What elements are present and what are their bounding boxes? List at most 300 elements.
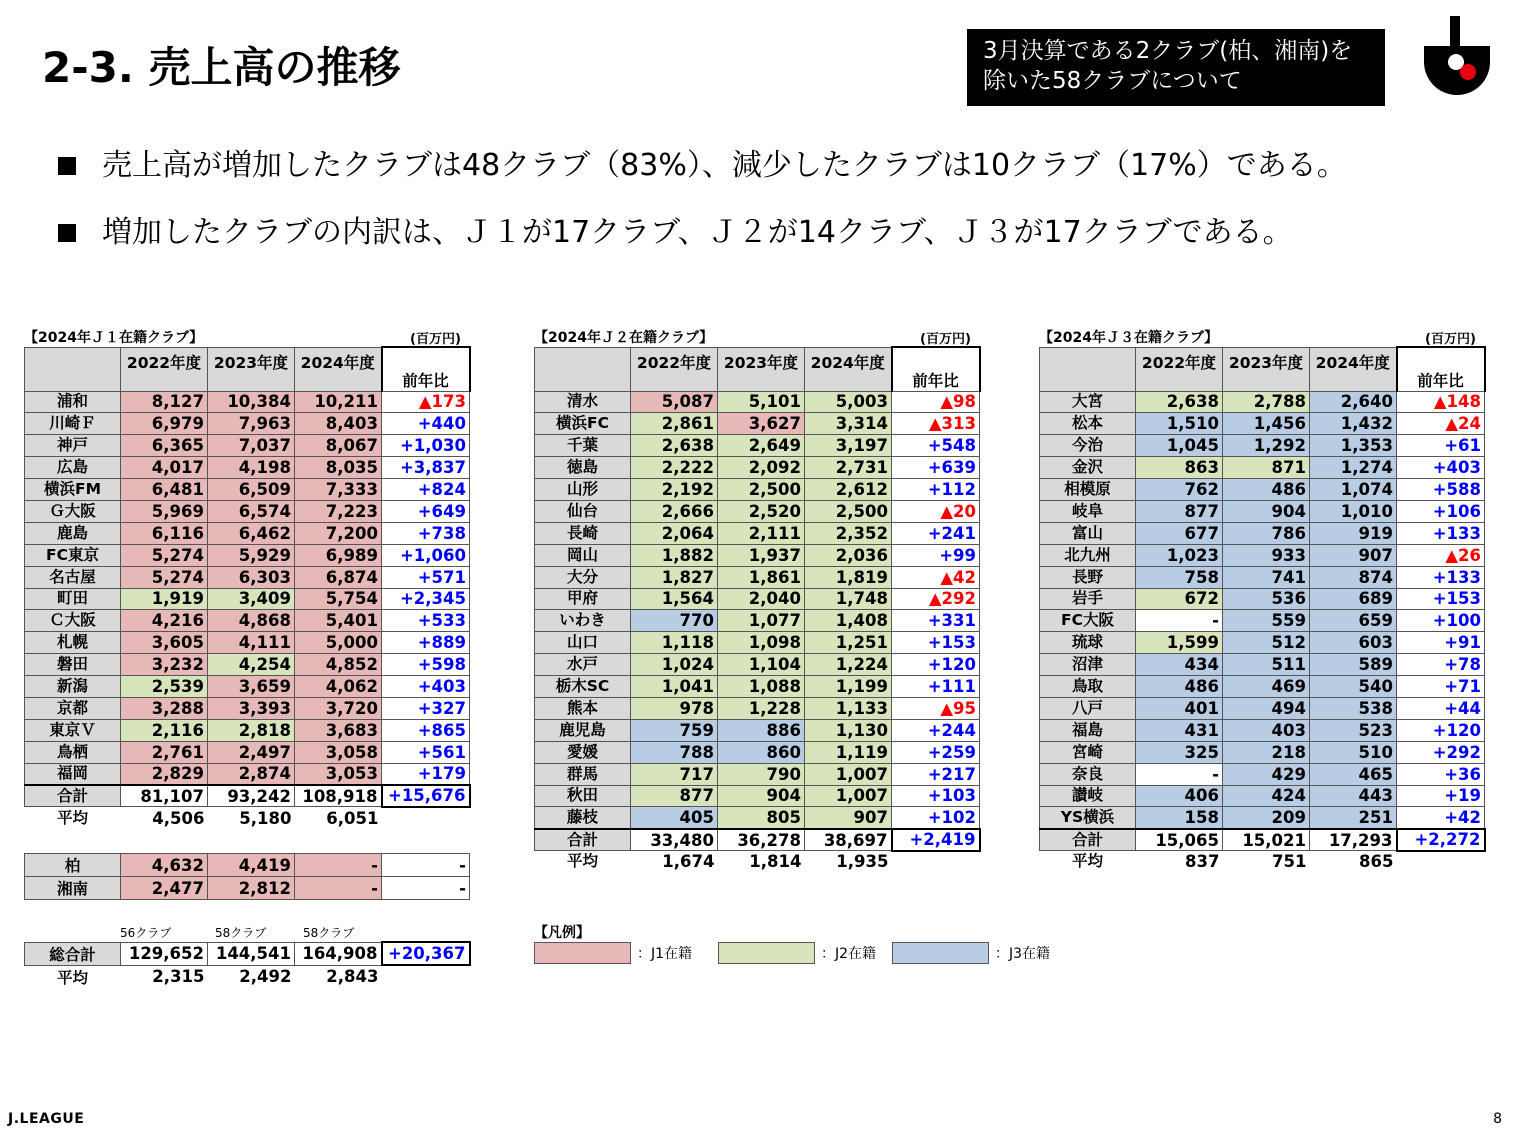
club-name: 札幌 — [25, 632, 121, 654]
unit-label: (百万円) — [920, 332, 971, 347]
yoy-change-cell: +91 — [1397, 632, 1485, 654]
revenue-cell: 790 — [718, 763, 805, 785]
revenue-cell: 2,040 — [718, 588, 805, 610]
total-cell: 108,918 — [295, 785, 382, 807]
table-row — [535, 566, 980, 588]
yoy-change-cell: ▲148 — [1397, 391, 1485, 413]
revenue-cell: 3,053 — [295, 763, 382, 785]
summary-text-2: 増加したクラブの内訳は、Ｊ１が17クラブ、Ｊ２が14クラブ、Ｊ３が17クラブである。 — [102, 215, 1293, 250]
yoy-change-cell: +44 — [1397, 697, 1485, 719]
header-year: 2024年度 — [1310, 347, 1397, 391]
revenue-cell: 3,720 — [295, 697, 382, 719]
table-title: 【2024年Ｊ３在籍クラブ】 — [1039, 330, 1219, 346]
table-row — [535, 654, 980, 676]
grand-average-cell: 2,315 — [152, 967, 205, 986]
legend-title: 【凡例】 — [534, 925, 590, 941]
grand-total-table — [24, 941, 471, 988]
revenue-cell: 762 — [1136, 479, 1223, 501]
average-cell: 6,051 — [326, 808, 379, 828]
header-year: 2023年度 — [1223, 347, 1310, 391]
footer-brand: J.LEAGUE — [8, 1111, 85, 1127]
revenue-cell: 1,010 — [1310, 500, 1397, 522]
legend-label-j2: ：J2在籍 — [821, 946, 877, 962]
revenue-cell: 758 — [1136, 566, 1223, 588]
revenue-cell: 511 — [1223, 654, 1310, 676]
revenue-cell: 786 — [1223, 522, 1310, 544]
club-name: 京都 — [25, 697, 121, 719]
revenue-cell: 424 — [1223, 785, 1310, 807]
revenue-cell: 6,989 — [295, 544, 382, 566]
table-row — [1040, 457, 1485, 479]
revenue-cell: 1,007 — [805, 763, 892, 785]
yoy-change-cell: +403 — [382, 676, 470, 698]
club-name: FC東京 — [25, 544, 121, 566]
revenue-cell: - — [1136, 763, 1223, 785]
revenue-cell: 443 — [1310, 785, 1397, 807]
yoy-change-cell: +561 — [382, 741, 470, 763]
yoy-change-cell: ▲292 — [892, 588, 980, 610]
revenue-cell: 7,963 — [208, 413, 295, 435]
table-row — [25, 763, 470, 785]
grand-average-label: 平均 — [56, 968, 88, 987]
revenue-cell: 2,064 — [631, 522, 718, 544]
revenue-cell: 405 — [631, 807, 718, 829]
table-row — [1040, 697, 1485, 719]
revenue-cell: 6,481 — [121, 479, 208, 501]
header-blank-cell — [535, 347, 631, 391]
yoy-change-cell: ▲20 — [892, 500, 980, 522]
table-row — [535, 676, 980, 698]
yoy-change-cell: +100 — [1397, 610, 1485, 632]
revenue-cell: - — [295, 854, 382, 877]
table-row — [1040, 785, 1485, 807]
yoy-change-cell: +78 — [1397, 654, 1485, 676]
revenue-cell: 4,017 — [121, 457, 208, 479]
revenue-cell: 4,419 — [208, 854, 295, 877]
revenue-cell: 5,929 — [208, 544, 295, 566]
revenue-cell: 1,510 — [1136, 413, 1223, 435]
revenue-cell: 7,223 — [295, 500, 382, 522]
total-label: 合計 — [535, 829, 631, 851]
yoy-change-cell: +598 — [382, 654, 470, 676]
table-row — [1040, 391, 1485, 413]
scope-note-line1: 3月決算である2クラブ(柏、湘南)を — [983, 38, 1353, 64]
club-name: 大宮 — [1040, 391, 1136, 413]
revenue-cell: 3,197 — [805, 435, 892, 457]
yoy-change-cell: +153 — [1397, 588, 1485, 610]
club-count-2023: 58クラブ — [215, 926, 267, 940]
revenue-cell: 8,403 — [295, 413, 382, 435]
revenue-cell: 3,393 — [208, 697, 295, 719]
yoy-change-cell: +327 — [382, 697, 470, 719]
revenue-cell: 1,118 — [631, 632, 718, 654]
table-row — [25, 719, 470, 741]
yoy-change-cell: +133 — [1397, 522, 1485, 544]
club-name: 千葉 — [535, 435, 631, 457]
yoy-change-cell: +133 — [1397, 566, 1485, 588]
average-empty-cell — [382, 807, 470, 829]
header-year: 2023年度 — [718, 347, 805, 391]
revenue-cell: 429 — [1223, 763, 1310, 785]
revenue-cell: 1,007 — [805, 785, 892, 807]
yoy-change-cell: +99 — [892, 544, 980, 566]
total-cell: 15,021 — [1223, 829, 1310, 851]
revenue-cell: 6,509 — [208, 479, 295, 501]
table-row — [25, 479, 470, 501]
revenue-cell: 3,627 — [718, 413, 805, 435]
total-cell: 38,697 — [805, 829, 892, 851]
revenue-cell: 2,649 — [718, 435, 805, 457]
table-row — [1040, 413, 1485, 435]
total-cell: 93,242 — [208, 785, 295, 807]
table-row — [25, 566, 470, 588]
table-row — [535, 479, 980, 501]
revenue-cell: 2,612 — [805, 479, 892, 501]
table-row — [25, 741, 470, 763]
header-blank-cell — [1040, 347, 1136, 391]
header-row — [25, 347, 470, 391]
revenue-cell: 1,251 — [805, 632, 892, 654]
revenue-cell: 860 — [718, 741, 805, 763]
yoy-change-cell: ▲42 — [892, 566, 980, 588]
yoy-change-cell: +179 — [382, 763, 470, 785]
yoy-change-cell: +440 — [382, 413, 470, 435]
grand-total-cell: 144,541 — [208, 942, 295, 965]
yoy-change-cell: +42 — [1397, 807, 1485, 829]
club-name: 鳥栖 — [25, 741, 121, 763]
revenue-cell: 2,812 — [208, 877, 295, 900]
total-cell: 33,480 — [631, 829, 718, 851]
yoy-change-cell: +639 — [892, 457, 980, 479]
revenue-cell: 1,119 — [805, 741, 892, 763]
table-row — [1040, 435, 1485, 457]
yoy-change-cell: +111 — [892, 676, 980, 698]
club-name: 鹿島 — [25, 522, 121, 544]
club-name: 甲府 — [535, 588, 631, 610]
revenue-cell: 3,683 — [295, 719, 382, 741]
table-row — [25, 610, 470, 632]
revenue-cell: 874 — [1310, 566, 1397, 588]
revenue-cell: 4,062 — [295, 676, 382, 698]
total-row — [535, 829, 980, 851]
table-row — [1040, 500, 1485, 522]
header-year: 2024年度 — [805, 347, 892, 391]
revenue-cell: 2,638 — [1136, 391, 1223, 413]
revenue-cell: 2,500 — [718, 479, 805, 501]
revenue-cell: 7,037 — [208, 435, 295, 457]
club-name: 藤枝 — [535, 807, 631, 829]
table-title: 【2024年Ｊ２在籍クラブ】 — [534, 330, 714, 346]
header-year: 2023年度 — [208, 347, 295, 391]
yoy-change-cell: - — [382, 877, 470, 900]
page-number: 8 — [1493, 1111, 1502, 1127]
club-name: 長崎 — [535, 522, 631, 544]
revenue-cell: 603 — [1310, 632, 1397, 654]
revenue-cell: 589 — [1310, 654, 1397, 676]
total-cell: 36,278 — [718, 829, 805, 851]
table-row — [535, 413, 980, 435]
jleague-logo-icon — [1420, 16, 1494, 100]
revenue-cell: 4,111 — [208, 632, 295, 654]
revenue-cell: 672 — [1136, 588, 1223, 610]
yoy-change-cell: +106 — [1397, 500, 1485, 522]
yoy-change-cell: +588 — [1397, 479, 1485, 501]
club-name: 熊本 — [535, 697, 631, 719]
revenue-cell: 1,819 — [805, 566, 892, 588]
revenue-cell: 6,365 — [121, 435, 208, 457]
table-row — [535, 544, 980, 566]
club-name: 横浜FC — [535, 413, 631, 435]
yoy-change-cell: +120 — [892, 654, 980, 676]
average-row — [535, 851, 980, 873]
club-name: 清水 — [535, 391, 631, 413]
header-year: 2022年度 — [1136, 347, 1223, 391]
legend-item-j1 — [534, 942, 692, 964]
revenue-cell: 540 — [1310, 676, 1397, 698]
revenue-cell: 1,104 — [718, 654, 805, 676]
grand-average-cell: 2,843 — [326, 967, 379, 986]
revenue-cell: 978 — [631, 697, 718, 719]
club-name: 秋田 — [535, 785, 631, 807]
club-name: 山形 — [535, 479, 631, 501]
revenue-cell: 5,274 — [121, 544, 208, 566]
revenue-cell: 788 — [631, 741, 718, 763]
revenue-cell: 2,352 — [805, 522, 892, 544]
table-row — [1040, 763, 1485, 785]
club-name: 奈良 — [1040, 763, 1136, 785]
yoy-change-cell: ▲173 — [382, 391, 470, 413]
total-yoy-cell: +2,419 — [892, 829, 980, 851]
legend-label-j1: ：J1在籍 — [637, 946, 693, 962]
revenue-cell: 431 — [1136, 719, 1223, 741]
club-name: 八戸 — [1040, 697, 1136, 719]
revenue-cell: 2,500 — [805, 500, 892, 522]
revenue-cell: 4,852 — [295, 654, 382, 676]
club-name: 仙台 — [535, 500, 631, 522]
table-row — [25, 544, 470, 566]
club-name: 北九州 — [1040, 544, 1136, 566]
revenue-cell: 1,199 — [805, 676, 892, 698]
revenue-table — [534, 346, 981, 873]
revenue-cell: 2,638 — [631, 435, 718, 457]
revenue-cell: 933 — [1223, 544, 1310, 566]
yoy-change-cell: +889 — [382, 632, 470, 654]
unit-label: (百万円) — [410, 332, 461, 347]
revenue-cell: 6,116 — [121, 522, 208, 544]
revenue-cell: 3,058 — [295, 741, 382, 763]
unit-label: (百万円) — [1425, 332, 1476, 347]
average-cell: 837 — [1185, 852, 1220, 872]
revenue-cell: 512 — [1223, 632, 1310, 654]
table-title: 【2024年Ｊ１在籍クラブ】 — [24, 330, 204, 346]
revenue-cell: 2,818 — [208, 719, 295, 741]
header-year: 2022年度 — [121, 347, 208, 391]
table-row — [535, 763, 980, 785]
excluded-row — [25, 877, 470, 900]
grand-total-label: 総合計 — [25, 942, 121, 965]
table-row — [535, 457, 980, 479]
revenue-cell: 218 — [1223, 741, 1310, 763]
club-name: 愛媛 — [535, 741, 631, 763]
revenue-cell: 1,023 — [1136, 544, 1223, 566]
table-row — [535, 610, 980, 632]
table-row — [1040, 610, 1485, 632]
legend-item-j3 — [892, 942, 1050, 964]
yoy-change-cell: +112 — [892, 479, 980, 501]
yoy-change-cell: +824 — [382, 479, 470, 501]
revenue-cell: 877 — [1136, 500, 1223, 522]
revenue-cell: 904 — [718, 785, 805, 807]
revenue-cell: 209 — [1223, 807, 1310, 829]
grand-total-row — [25, 942, 470, 965]
club-name: 宮崎 — [1040, 741, 1136, 763]
revenue-cell: 1,408 — [805, 610, 892, 632]
club-name: 富山 — [1040, 522, 1136, 544]
table-row — [25, 588, 470, 610]
table-row — [535, 632, 980, 654]
yoy-change-cell: +19 — [1397, 785, 1485, 807]
average-cell: 1,674 — [662, 852, 715, 872]
revenue-cell: 5,101 — [718, 391, 805, 413]
revenue-cell: 10,384 — [208, 391, 295, 413]
scope-note — [967, 29, 1385, 106]
table-row — [25, 413, 470, 435]
club-name: 横浜FM — [25, 479, 121, 501]
revenue-cell: 5,401 — [295, 610, 382, 632]
summary-bullet-1 — [58, 146, 1347, 186]
revenue-cell: 536 — [1223, 588, 1310, 610]
revenue-cell: 4,216 — [121, 610, 208, 632]
total-yoy-cell: +2,272 — [1397, 829, 1485, 851]
club-name: 岩手 — [1040, 588, 1136, 610]
club-name: 鳥取 — [1040, 676, 1136, 698]
average-cell: 751 — [1272, 852, 1307, 872]
revenue-cell: 1,861 — [718, 566, 805, 588]
revenue-cell: 2,222 — [631, 457, 718, 479]
revenue-cell: 538 — [1310, 697, 1397, 719]
club-name: 新潟 — [25, 676, 121, 698]
revenue-cell: - — [1136, 610, 1223, 632]
revenue-cell: 907 — [1310, 544, 1397, 566]
club-name: 湘南 — [25, 877, 121, 900]
club-name: 福岡 — [25, 763, 121, 785]
revenue-cell: 1,292 — [1223, 435, 1310, 457]
grand-total-cell: 129,652 — [121, 942, 208, 965]
yoy-change-cell: - — [382, 854, 470, 877]
average-cell: 865 — [1359, 852, 1394, 872]
yoy-change-cell: +331 — [892, 610, 980, 632]
club-name: 群馬 — [535, 763, 631, 785]
revenue-cell: 886 — [718, 719, 805, 741]
revenue-cell: 1,224 — [805, 654, 892, 676]
club-name: 長野 — [1040, 566, 1136, 588]
revenue-cell: 1,088 — [718, 676, 805, 698]
yoy-change-cell: ▲24 — [1397, 413, 1485, 435]
yoy-change-cell: +649 — [382, 500, 470, 522]
average-cell: 5,180 — [239, 808, 292, 828]
revenue-cell: 2,477 — [121, 877, 208, 900]
average-cell: 1,814 — [749, 852, 802, 872]
revenue-cell: 717 — [631, 763, 718, 785]
yoy-change-cell: +217 — [892, 763, 980, 785]
revenue-cell: 325 — [1136, 741, 1223, 763]
revenue-cell: 741 — [1223, 566, 1310, 588]
revenue-cell: 2,788 — [1223, 391, 1310, 413]
grand-total-yoy-cell: +20,367 — [382, 942, 470, 965]
revenue-cell: 251 — [1310, 807, 1397, 829]
club-name: 水戸 — [535, 654, 631, 676]
club-name: 浦和 — [25, 391, 121, 413]
club-count-2024: 58クラブ — [303, 926, 355, 940]
legend-label-j3: ：J3在籍 — [995, 946, 1051, 962]
average-row — [25, 807, 470, 829]
club-name: 栃木SC — [535, 676, 631, 698]
table-row — [25, 654, 470, 676]
yoy-change-cell: +1,060 — [382, 544, 470, 566]
yoy-change-cell: +571 — [382, 566, 470, 588]
revenue-cell: 1,456 — [1223, 413, 1310, 435]
yoy-change-cell: +259 — [892, 741, 980, 763]
revenue-table — [24, 346, 471, 829]
revenue-cell: 2,829 — [121, 763, 208, 785]
revenue-cell: 10,211 — [295, 391, 382, 413]
revenue-cell: 6,979 — [121, 413, 208, 435]
summary-text-1: 売上高が増加したクラブは48クラブ（83%）、減少したクラブは10クラブ（17%）である。 — [102, 148, 1347, 183]
revenue-cell: 919 — [1310, 522, 1397, 544]
average-label: 平均 — [56, 808, 88, 827]
table-row — [535, 785, 980, 807]
table-row — [1040, 588, 1485, 610]
table-row — [25, 500, 470, 522]
revenue-cell: 5,754 — [295, 588, 382, 610]
revenue-cell: 3,288 — [121, 697, 208, 719]
club-name: 今治 — [1040, 435, 1136, 457]
yoy-change-cell: +865 — [382, 719, 470, 741]
revenue-cell: 1,074 — [1310, 479, 1397, 501]
revenue-cell: 4,254 — [208, 654, 295, 676]
revenue-cell: 6,462 — [208, 522, 295, 544]
legend-swatch-j1 — [534, 942, 631, 964]
revenue-cell: 1,827 — [631, 566, 718, 588]
revenue-cell: 4,868 — [208, 610, 295, 632]
club-name: 松本 — [1040, 413, 1136, 435]
revenue-cell: 2,640 — [1310, 391, 1397, 413]
bullet-square-icon — [58, 157, 76, 175]
revenue-cell: 6,874 — [295, 566, 382, 588]
average-label: 平均 — [566, 852, 598, 871]
table-row — [1040, 632, 1485, 654]
table-row — [1040, 566, 1485, 588]
revenue-cell: - — [295, 877, 382, 900]
yoy-change-cell: +738 — [382, 522, 470, 544]
table-row — [25, 391, 470, 413]
revenue-cell: 8,127 — [121, 391, 208, 413]
revenue-cell: 3,409 — [208, 588, 295, 610]
grand-average-row — [25, 965, 470, 988]
revenue-cell: 1,882 — [631, 544, 718, 566]
revenue-cell: 1,353 — [1310, 435, 1397, 457]
summary-bullet-2 — [58, 213, 1293, 253]
header-row — [535, 347, 980, 391]
excluded-clubs-table — [24, 853, 470, 900]
revenue-cell: 5,969 — [121, 500, 208, 522]
revenue-cell: 770 — [631, 610, 718, 632]
table-row — [25, 435, 470, 457]
club-name: YS横浜 — [1040, 807, 1136, 829]
revenue-cell: 523 — [1310, 719, 1397, 741]
yoy-change-cell: +548 — [892, 435, 980, 457]
table-row — [535, 697, 980, 719]
